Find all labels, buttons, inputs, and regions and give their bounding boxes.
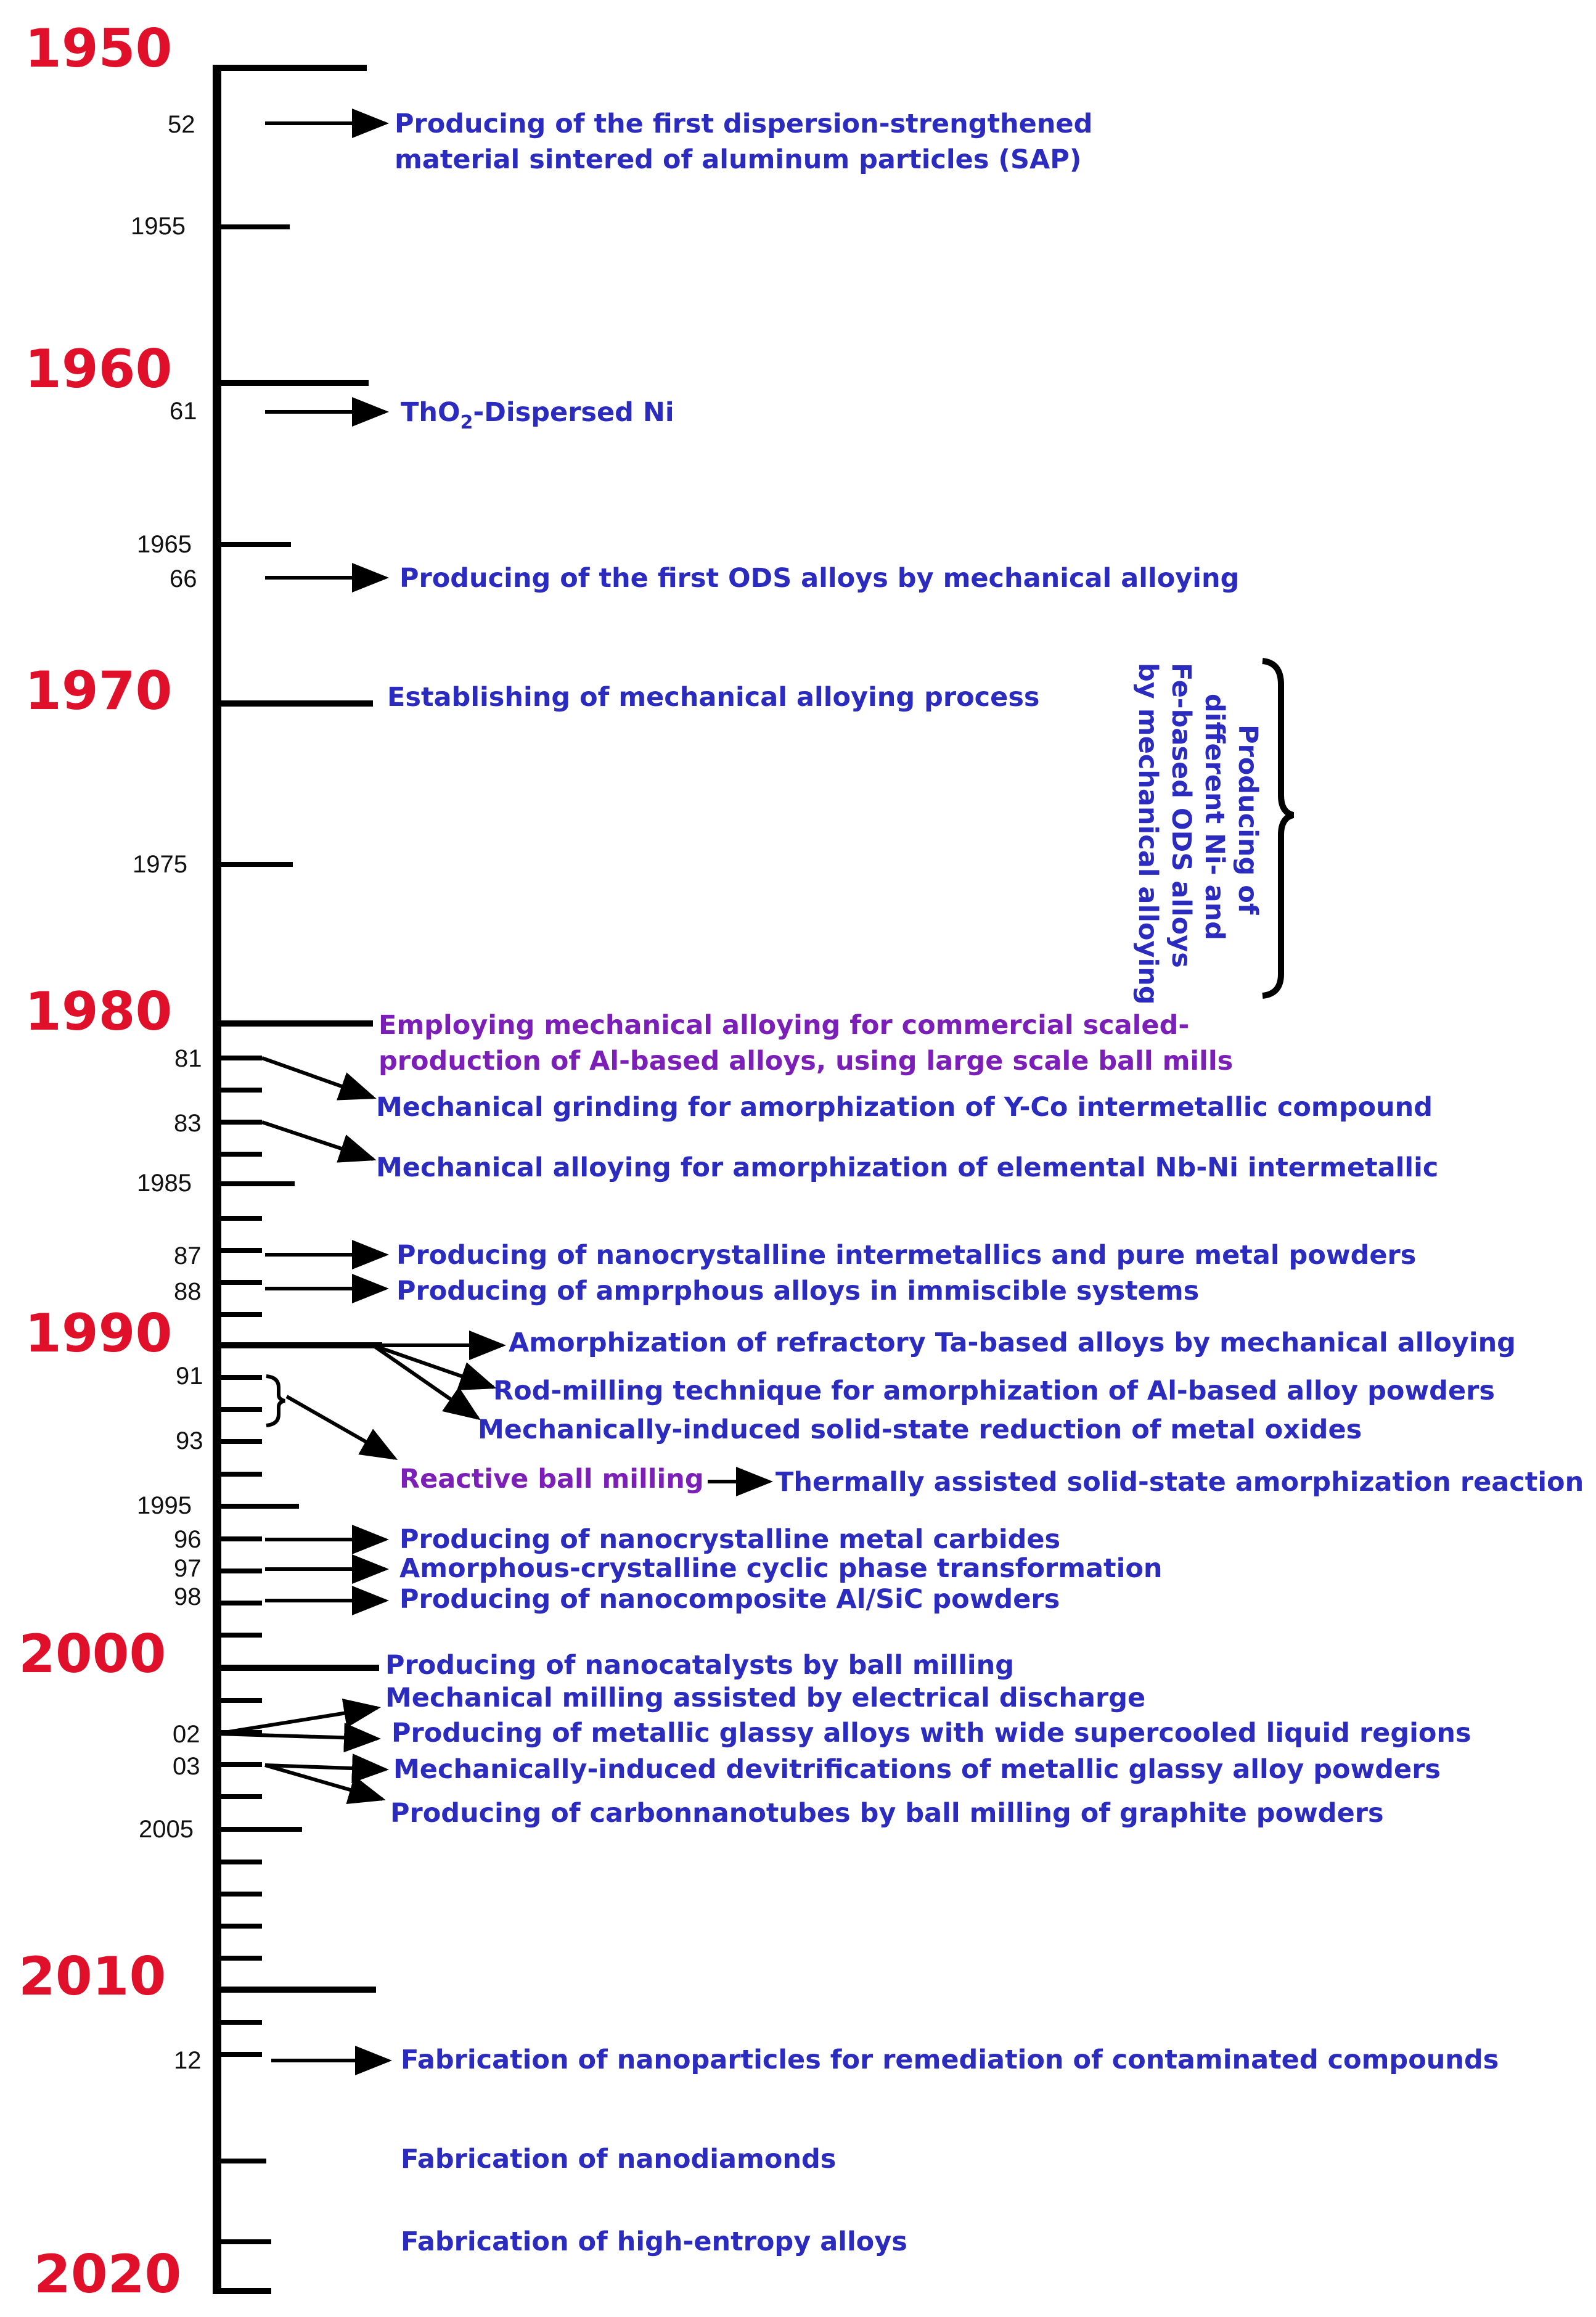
year-label-61: 61 xyxy=(170,398,197,425)
year-label-1975: 1975 xyxy=(133,851,187,878)
event-2012: Fabrication of nanoparticles for remediation of contaminated compounds xyxy=(401,2044,1499,2075)
event-1961: ThO$_2$-Dispersed Ni xyxy=(401,397,674,433)
year-label-98: 98 xyxy=(174,1583,202,1610)
year-label-88: 88 xyxy=(174,1278,202,1305)
event-1980-line-1: Employing mechanical alloying for commercial scaled- xyxy=(379,1010,1190,1041)
event-1988: Producing of amprphous alloys in immiscible systems xyxy=(396,1276,1200,1306)
year-label-52: 52 xyxy=(168,111,195,138)
event-1981: Mechanical grinding for amorphization of Y-Co intermetallic compound xyxy=(376,1092,1433,1123)
year-label-03: 03 xyxy=(173,1753,200,1780)
event-thermally-assisted: Thermally assisted solid-state amorphization reaction xyxy=(775,1467,1584,1498)
event-1966: Producing of the first ODS alloys by mechanical alloying xyxy=(399,563,1240,594)
year-label-1995: 1995 xyxy=(137,1492,192,1519)
event-reactive-ball-milling: Reactive ball milling xyxy=(399,1464,704,1495)
year-label-12: 12 xyxy=(174,2047,202,2074)
decade-label-1970: 1970 xyxy=(25,660,173,722)
event-1990-b: Rod-milling technique for amorphization of Al-based alloy powders xyxy=(493,1376,1495,1406)
year-label-83: 83 xyxy=(174,1110,202,1137)
bracket-note-line-1: Producing of xyxy=(1232,724,1263,915)
bracket-note xyxy=(1132,663,1263,1005)
decade-label-2010: 2010 xyxy=(18,1946,166,2007)
event-2000: Producing of nanocatalysts by ball milling xyxy=(385,1650,1014,1681)
event-1987: Producing of nanocrystalline intermetallics and pure metal powders xyxy=(396,1240,1417,1271)
mid-decade-ticks xyxy=(217,227,302,1829)
year-label-2005: 2005 xyxy=(139,1816,194,1843)
year-label-91: 91 xyxy=(176,1363,203,1390)
event-1952-line-2: material sintered of aluminum particles (SAP) xyxy=(395,144,1082,175)
decade-label-1990: 1990 xyxy=(25,1303,173,1364)
event-2002-a: Mechanical milling assisted by electrical discharge xyxy=(385,1683,1146,1713)
year-label-81: 81 xyxy=(174,1045,202,1072)
event-1952-line-1: Producing of the first dispersion-strengthened xyxy=(395,109,1093,139)
bracket-note-line-3: Fe-based ODS alloys xyxy=(1166,663,1197,968)
decade-label-1980: 1980 xyxy=(25,981,173,1043)
event-1980-line-2: production of Al-based alloys, using large scale ball mills xyxy=(379,1046,1234,1076)
decade-label-1960: 1960 xyxy=(25,338,173,400)
year-label-66: 66 xyxy=(170,565,197,593)
year-label-87: 87 xyxy=(174,1242,202,1269)
decade-label-2020: 2020 xyxy=(34,2244,182,2305)
year-label-1955: 1955 xyxy=(131,213,186,240)
event-1998: Producing of nanocomposite Al/SiC powders xyxy=(399,1584,1060,1615)
event-2003-b: Producing of carbonnanotubes by ball milling of graphite powders xyxy=(390,1798,1384,1829)
event-2002-b: Producing of metallic glassy alloys with wide supercooled liquid regions xyxy=(391,1718,1471,1749)
event-1970: Establishing of mechanical alloying process xyxy=(387,682,1040,713)
year-label-1985: 1985 xyxy=(137,1170,192,1197)
event-nanodiamonds: Fabrication of nanodiamonds xyxy=(401,2144,837,2175)
event-1990-c: Mechanically-induced solid-state reduction of metal oxides xyxy=(478,1414,1362,1445)
curly-brace-icon xyxy=(266,1376,285,1425)
event-2003-a: Mechanically-induced devitrifications of metallic glassy alloy powders xyxy=(393,1754,1441,1785)
year-ticks xyxy=(217,1058,271,2242)
event-1983: Mechanical alloying for amorphization of elemental Nb-Ni intermetallic xyxy=(376,1152,1439,1183)
event-1990-a: Amorphization of refractory Ta-based alloys by mechanical alloying xyxy=(509,1327,1516,1358)
bracket-note-line-2: different Ni- and xyxy=(1199,694,1230,940)
year-label-93: 93 xyxy=(176,1427,203,1454)
decade-label-2000: 2000 xyxy=(18,1623,166,1685)
year-label-02: 02 xyxy=(173,1721,200,1748)
year-label-97: 97 xyxy=(174,1555,202,1582)
event-high-entropy-alloys: Fabrication of high-entropy alloys xyxy=(401,2226,907,2257)
year-label-1965: 1965 xyxy=(137,531,192,558)
event-1997: Amorphous-crystalline cyclic phase transformation xyxy=(399,1553,1163,1584)
event-1996: Producing of nanocrystalline metal carbides xyxy=(399,1524,1061,1555)
decade-label-1950: 1950 xyxy=(25,18,173,80)
curly-brace-icon xyxy=(1262,661,1293,996)
bracket-note-line-4: by mechanical alloying xyxy=(1132,663,1163,1005)
year-label-96: 96 xyxy=(174,1526,202,1553)
